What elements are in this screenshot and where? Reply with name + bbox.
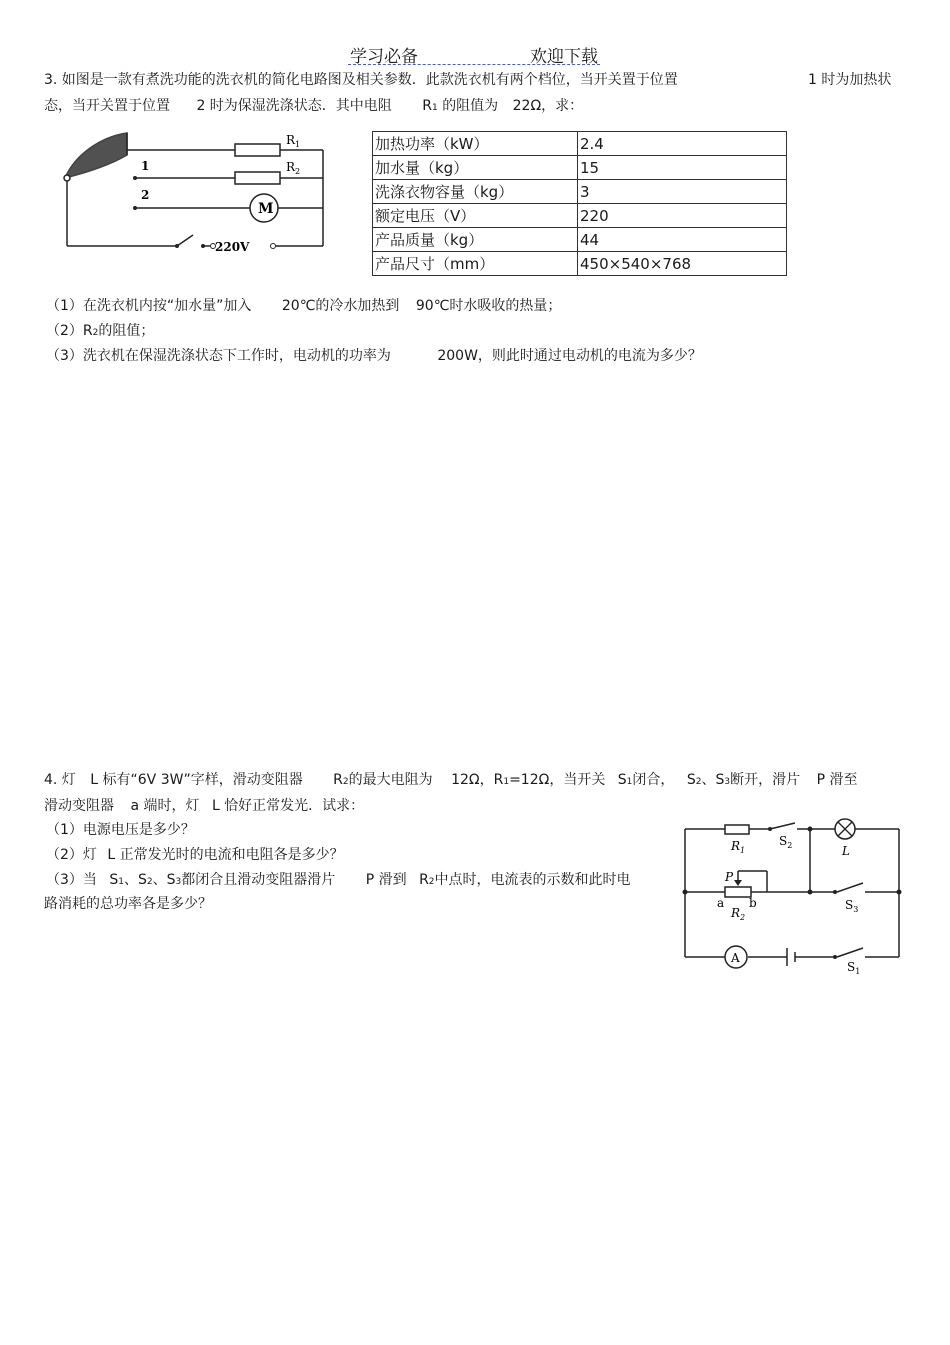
table-row: 洗涤衣物容量（kg） 3: [373, 180, 787, 204]
q3-position-2: 2: [141, 188, 150, 202]
q4-s1-label: $S_1$: [847, 960, 861, 975]
page-header: [348, 40, 600, 65]
q3-subquestion-3: （3）洗衣机在保湿洗涤状态下工作时，电动机的功率为 200W，则此时通过电动机的电流为多少？: [46, 348, 702, 364]
q4-slider-label: P: [725, 870, 734, 884]
q4-line-1: 4. 灯 L 标有“6V 3W”字样，滑动变阻器 R2的最大电阻为 12Ω，R1=12Ω，当开关 S1闭合， S2、S3断开，滑片 P 滑至: [44, 772, 858, 788]
q3-circuit-diagram: [55, 125, 335, 260]
table-row: 加水量（kg） 15: [373, 156, 787, 180]
q4-lamp: [835, 819, 855, 839]
q4-r2-label: $R_2$: [731, 906, 746, 922]
q4-subquestion-2: （2）灯 L 正常发光时的电流和电阻各是多少？: [46, 847, 344, 863]
q4-subquestion-1: （1）电源电压是多少？: [46, 822, 195, 838]
q4-lamp-label: L: [842, 844, 850, 858]
q3-position-1: 1: [141, 159, 150, 173]
q3-r1-label: $R_1$: [286, 133, 301, 149]
q4-rheostat-r2: [725, 887, 751, 897]
q4-subquestion-3-cont: 路消耗的总功率各是多少？: [44, 896, 212, 912]
q4-ammeter-label: A: [731, 951, 740, 965]
q3-subquestion-1: （1）在洗衣机内按“加水量”加入 20℃的冷水加热到 90℃时水吸收的热量；: [46, 298, 562, 314]
table-row: 额定电压（V） 220: [373, 204, 787, 228]
q4-subquestion-3: （3）当 S1、S2、S3都闭合且滑动变阻器滑片 P 滑到 R2中点时，电流表的示数和此时电: [46, 872, 631, 888]
q4-s2-label: $S_2$: [779, 834, 793, 850]
q3-resistor-r1: [235, 144, 280, 156]
q4-circuit-diagram: [675, 815, 910, 975]
table-row: 加热功率（kW） 2.4: [373, 132, 787, 156]
q3-r2-label: $R_2$: [286, 160, 301, 176]
header-left: 学习必备: [350, 47, 418, 67]
q3-line-1-end: 1 时为加热状: [808, 72, 892, 88]
q3-voltage-label: 220V: [215, 240, 250, 254]
q4-line-2: 滑动变阻器 a 端时，灯 L 恰好正常发光．试求：: [44, 798, 365, 814]
q3-subquestion-2: （2）R2的阻值；: [46, 323, 155, 339]
q4-end-b-label: b: [749, 896, 757, 910]
q3-motor-label: M: [258, 201, 274, 217]
q3-parameter-table: [372, 131, 787, 276]
q3-resistor-r2: [235, 172, 280, 184]
q4-end-a-label: a: [717, 896, 725, 910]
q3-line-1: 3. 如图是一款有煮洗功能的洗衣机的简化电路图及相关参数．此款洗衣机有两个档位，当开关置于位置: [44, 72, 678, 88]
q3-line-2: 态，当开关置于位置 2 时为保湿洗涤状态．其中电阻 R1 的阻值为 22Ω，求：: [44, 98, 584, 114]
header-right: 欢迎下载: [530, 47, 598, 67]
q4-resistor-r1: [725, 825, 749, 834]
q4-r1-label: $R_1$: [731, 839, 746, 855]
table-row: 产品尺寸（mm） 450×540×768: [373, 252, 787, 276]
q4-s3-label: $S_3$: [845, 898, 859, 914]
table-row: 产品质量（kg） 44: [373, 228, 787, 252]
